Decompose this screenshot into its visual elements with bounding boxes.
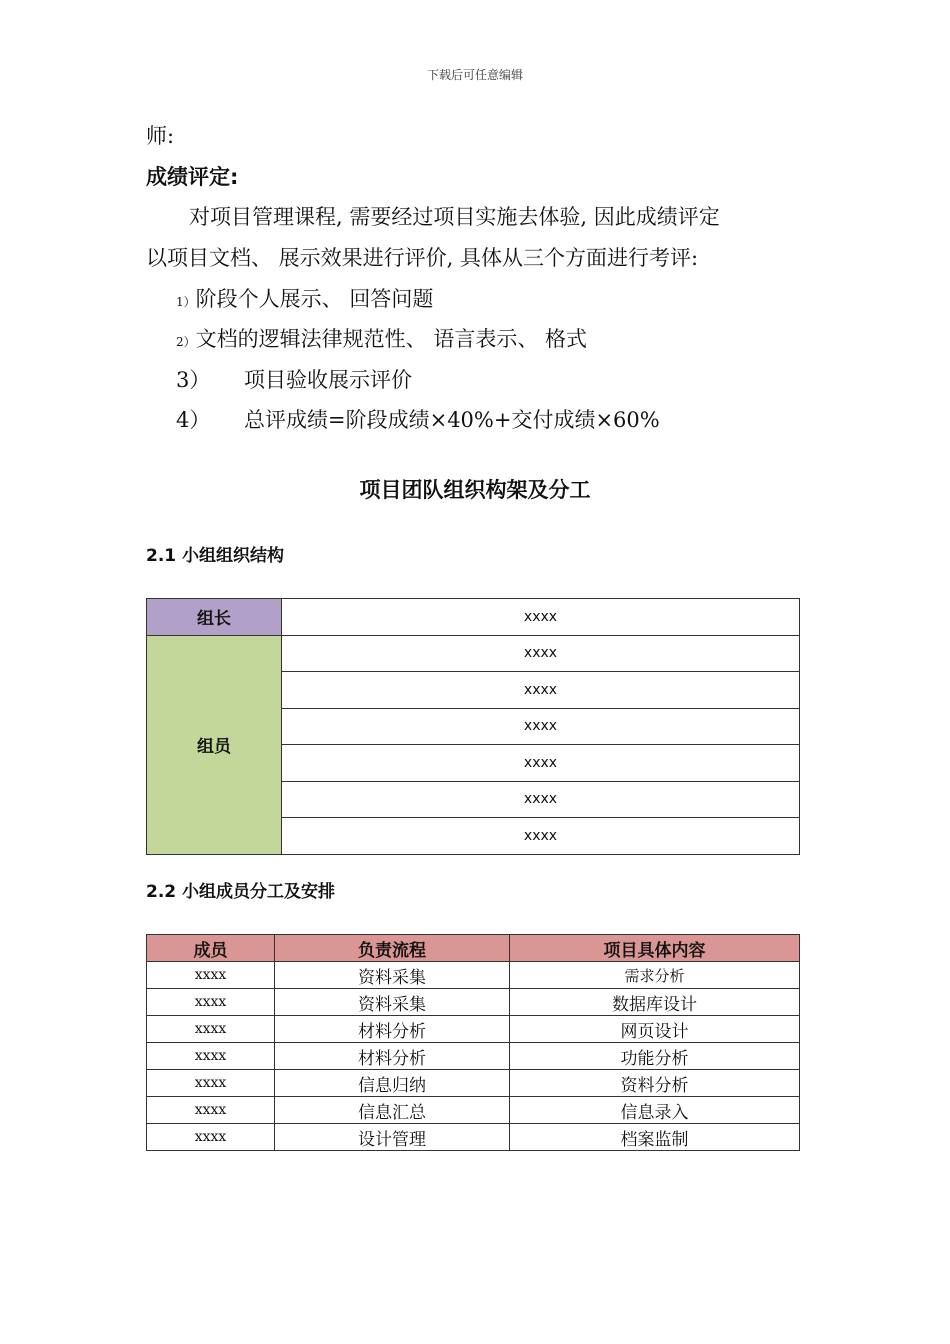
leader-label-cell: 组长 (147, 599, 282, 636)
member-cell: xxxx (147, 1070, 275, 1097)
member-cell: xxxx (147, 1124, 275, 1151)
process-cell: 设计管理 (275, 1124, 510, 1151)
member-cell: xxxx (147, 1097, 275, 1124)
header-member: 成员 (147, 935, 275, 962)
member-value-cell: xxxx (282, 635, 800, 672)
grading-item-number: 3） (176, 368, 211, 392)
header-process: 负责流程 (275, 935, 510, 962)
table-row (147, 599, 800, 636)
member-value-cell: xxxx (282, 708, 800, 745)
table-row (147, 989, 800, 1016)
grading-item-3 (176, 366, 412, 394)
grading-heading: 成绩评定: (146, 165, 239, 189)
content-cell: 网页设计 (510, 1016, 800, 1043)
grading-item-text: 总评成绩=阶段成绩×40%+交付成绩×60% (244, 408, 660, 432)
grading-item-text: 项目验收展示评价 (244, 368, 412, 392)
grading-item-2 (176, 325, 587, 356)
member-value-cell: xxxx (282, 672, 800, 709)
task-assignment-title: 2.2 小组成员分工及安排 (146, 882, 336, 902)
process-cell: 信息归纳 (275, 1070, 510, 1097)
grading-paragraph-line-2: 以项目文档、 展示效果进行评价, 具体从三个方面进行考评: (146, 246, 699, 270)
member-cell: xxxx (147, 962, 275, 989)
task-assignment-table (146, 934, 800, 1151)
member-label-cell: 组员 (147, 635, 282, 854)
member-cell: xxxx (147, 1016, 275, 1043)
table-row (147, 1016, 800, 1043)
content-cell: 功能分析 (510, 1043, 800, 1070)
leader-value-cell: xxxx (282, 599, 800, 636)
table-row (147, 635, 800, 672)
content-cell: 数据库设计 (510, 989, 800, 1016)
grading-paragraph-line-1: 对项目管理课程, 需要经过项目实施去体验, 因此成绩评定 (189, 205, 720, 229)
member-value-cell: xxxx (282, 745, 800, 782)
member-cell: xxxx (147, 989, 275, 1016)
process-cell: 信息汇总 (275, 1097, 510, 1124)
grading-item-number: 2） (176, 335, 196, 349)
table-row (147, 1097, 800, 1124)
process-cell: 资料采集 (275, 989, 510, 1016)
content-cell: 信息录入 (510, 1097, 800, 1124)
grading-item-number: 4） (176, 408, 211, 432)
header-note: 下载后可任意编辑 (426, 68, 523, 82)
member-value-cell: xxxx (282, 781, 800, 818)
table-row (147, 962, 800, 989)
table-row (147, 1070, 800, 1097)
header-content: 项目具体内容 (510, 935, 800, 962)
table-row (147, 1043, 800, 1070)
org-structure-table (146, 598, 800, 855)
process-cell: 材料分析 (275, 1016, 510, 1043)
grading-item-4 (176, 406, 660, 434)
member-cell: xxxx (147, 1043, 275, 1070)
process-cell: 资料采集 (275, 962, 510, 989)
table-row (147, 1124, 800, 1151)
section-title: 项目团队组织构架及分工 (359, 478, 591, 502)
content-cell: 需求分析 (510, 962, 800, 989)
teacher-line: 师: (146, 124, 175, 148)
grading-item-1 (176, 285, 433, 316)
org-structure-title: 2.1 小组组织结构 (146, 546, 285, 566)
grading-item-number: 1） (176, 295, 196, 309)
process-cell: 材料分析 (275, 1043, 510, 1070)
content-cell: 档案监制 (510, 1124, 800, 1151)
member-value-cell: xxxx (282, 818, 800, 855)
table-header-row (147, 935, 800, 962)
grading-item-text: 文档的逻辑法律规范性、 语言表示、 格式 (195, 327, 587, 351)
content-cell: 资料分析 (510, 1070, 800, 1097)
grading-item-text: 阶段个人展示、 回答问题 (195, 287, 434, 311)
